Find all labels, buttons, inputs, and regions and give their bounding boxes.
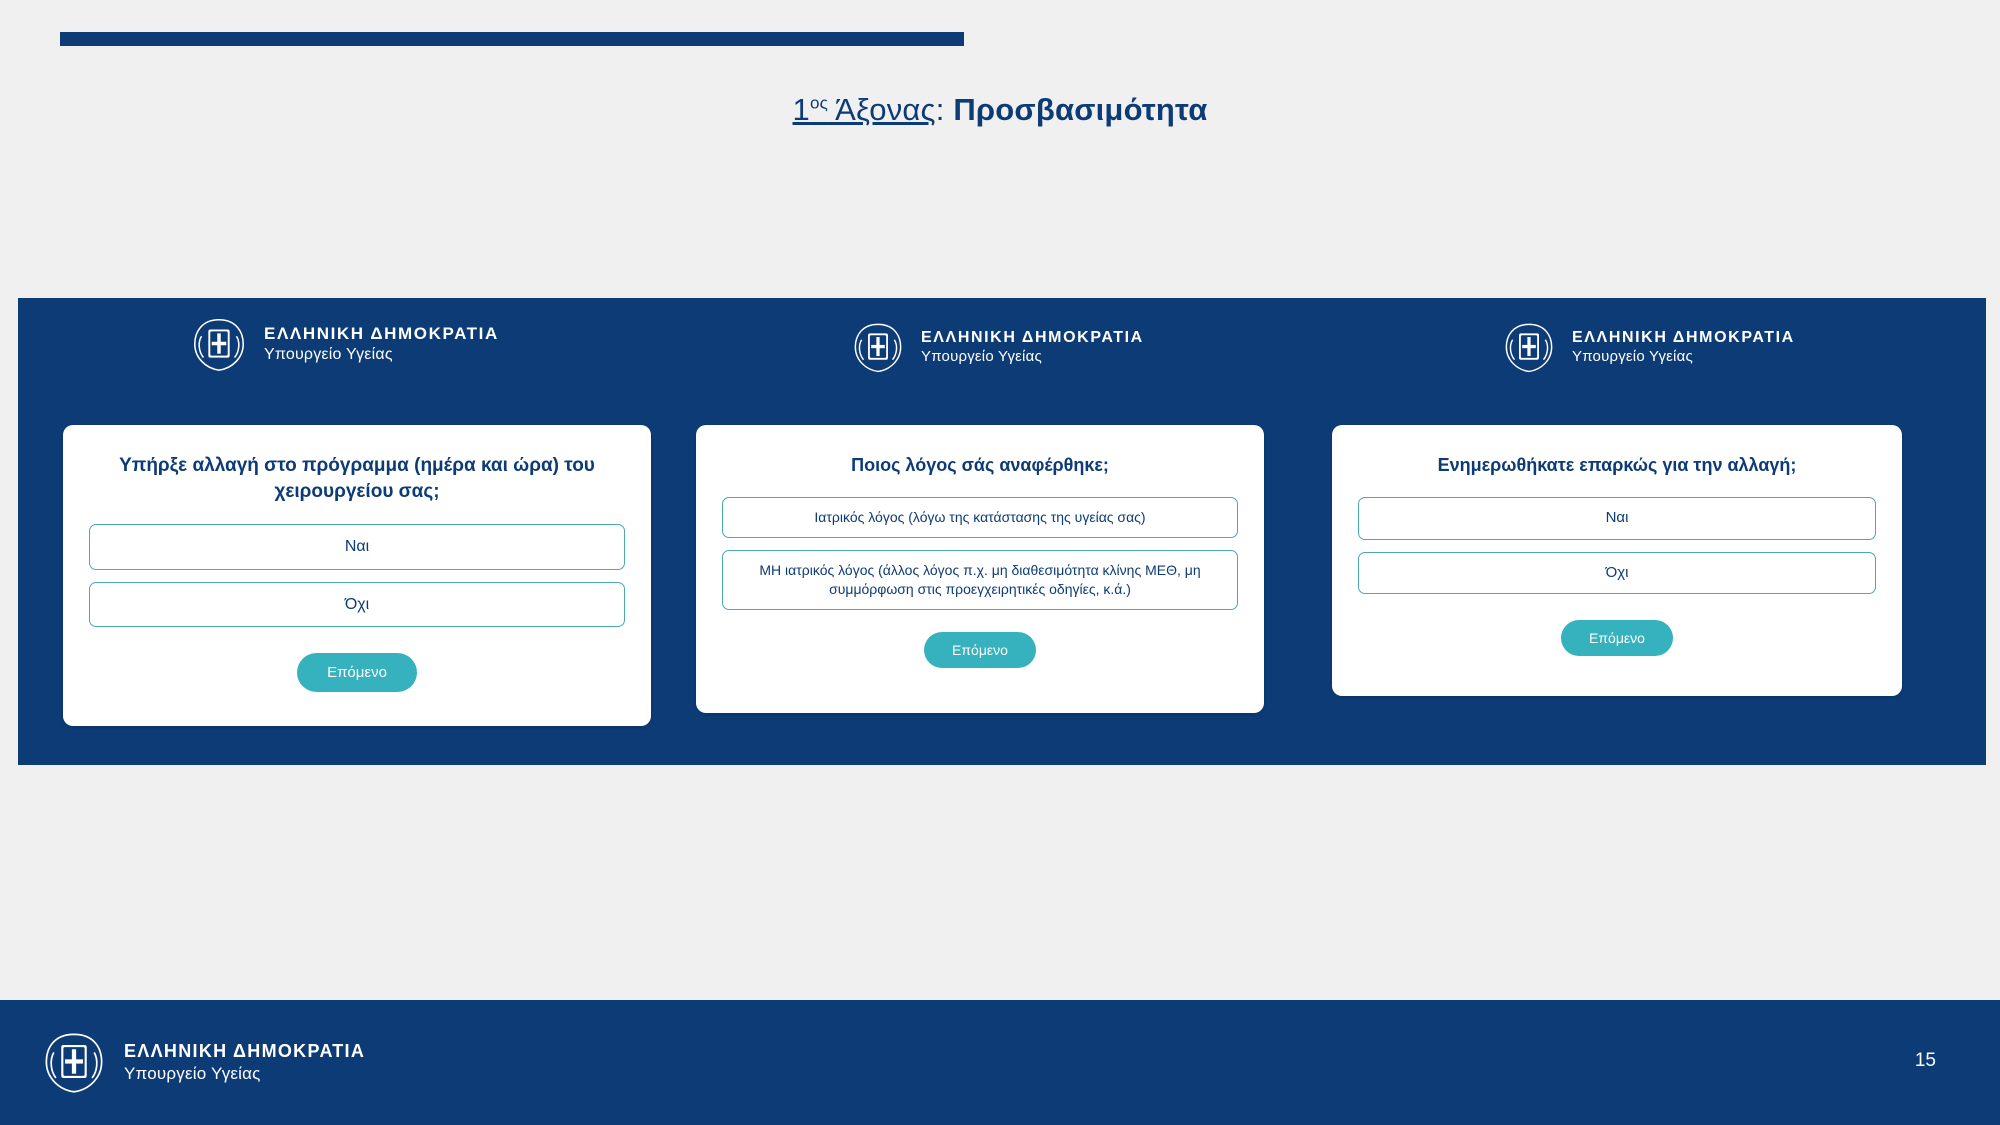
next-button-wrap-3 [1358,620,1876,656]
survey-card-3 [1332,425,1902,696]
question-text-2: Ποιος λόγος σάς αναφέρθηκε; [851,455,1109,475]
brand-line-2: Υπουργείο Υγείας [264,345,393,363]
screen-column-2 [674,298,1330,765]
page-title [0,92,2000,128]
brand-line-1: ΕΛΛΗΝΙΚΗ ΔΗΜΟΚΡΑΤΙΑ [264,324,499,344]
brand-lockup-2 [849,318,1330,376]
question-text-1: Υπήρξε αλλαγή στο πρόγραμμα (ημέρα και ώρα) του χειρουργείου σας; [119,455,595,502]
greek-coat-of-arms-icon [188,313,250,375]
greek-coat-of-arms-icon [849,318,907,376]
question-text-3: Ενημερωθήκατε επαρκώς για την αλλαγή; [1437,455,1797,475]
title-accent-bar [60,32,964,46]
brand-line-2: Υπουργείο Υγείας [921,347,1042,365]
survey-card-2 [696,425,1264,713]
page-number: 15 [1914,1050,1936,1071]
option-yes-3[interactable]: Ναι [1358,497,1876,539]
title-ordinal-suffix: ος [809,93,829,113]
brand-lockup-1 [188,313,674,375]
option-non-medical-reason[interactable]: ΜΗ ιατρικός λόγος (άλλος λόγος π.χ. μη διαθεσιμότητα κλίνης ΜΕΘ, μη συμμόρφωση στις προεγχειρητικές οδηγίες, κ.ά.) [722,550,1238,610]
screens-panel [18,298,1986,765]
slide-footer [0,1000,2000,1125]
option-medical-reason[interactable]: Ιατρικός λόγος (λόγω της κατάστασης της υγείας σας) [722,497,1238,538]
next-button-2[interactable]: Επόμενο [924,632,1036,668]
title-number: 1 [792,92,810,127]
title-axis-word: Άξονας [828,92,936,127]
brand-line-2: Υπουργείο Υγείας [1572,347,1693,365]
brand-lockup-3 [1500,318,1986,376]
brand-line-1: ΕΛΛΗΝΙΚΗ ΔΗΜΟΚΡΑΤΙΑ [1572,328,1795,346]
title-topic: Προσβασιμότητα [953,92,1208,127]
survey-card-1 [63,425,651,726]
title-separator: : [935,92,954,127]
next-button-1[interactable]: Επόμενο [297,653,417,692]
footer-brand-line-2: Υπουργείο Υγείας [124,1063,261,1083]
screen-column-3 [1330,298,1986,765]
next-button-wrap-2 [722,632,1238,668]
footer-brand-line-1: ΕΛΛΗΝΙΚΗ ΔΗΜΟΚΡΑΤΙΑ [124,1041,366,1062]
greek-coat-of-arms-icon [40,1028,108,1096]
brand-line-1: ΕΛΛΗΝΙΚΗ ΔΗΜΟΚΡΑΤΙΑ [921,328,1144,346]
footer-brand-lockup [40,1028,365,1096]
option-yes-1[interactable]: Ναι [89,524,625,570]
screen-column-1 [18,298,674,765]
next-button-3[interactable]: Επόμενο [1561,620,1673,656]
next-button-wrap-1 [89,653,625,692]
option-no-1[interactable]: Όχι [89,582,625,628]
option-no-3[interactable]: Όχι [1358,552,1876,594]
greek-coat-of-arms-icon [1500,318,1558,376]
